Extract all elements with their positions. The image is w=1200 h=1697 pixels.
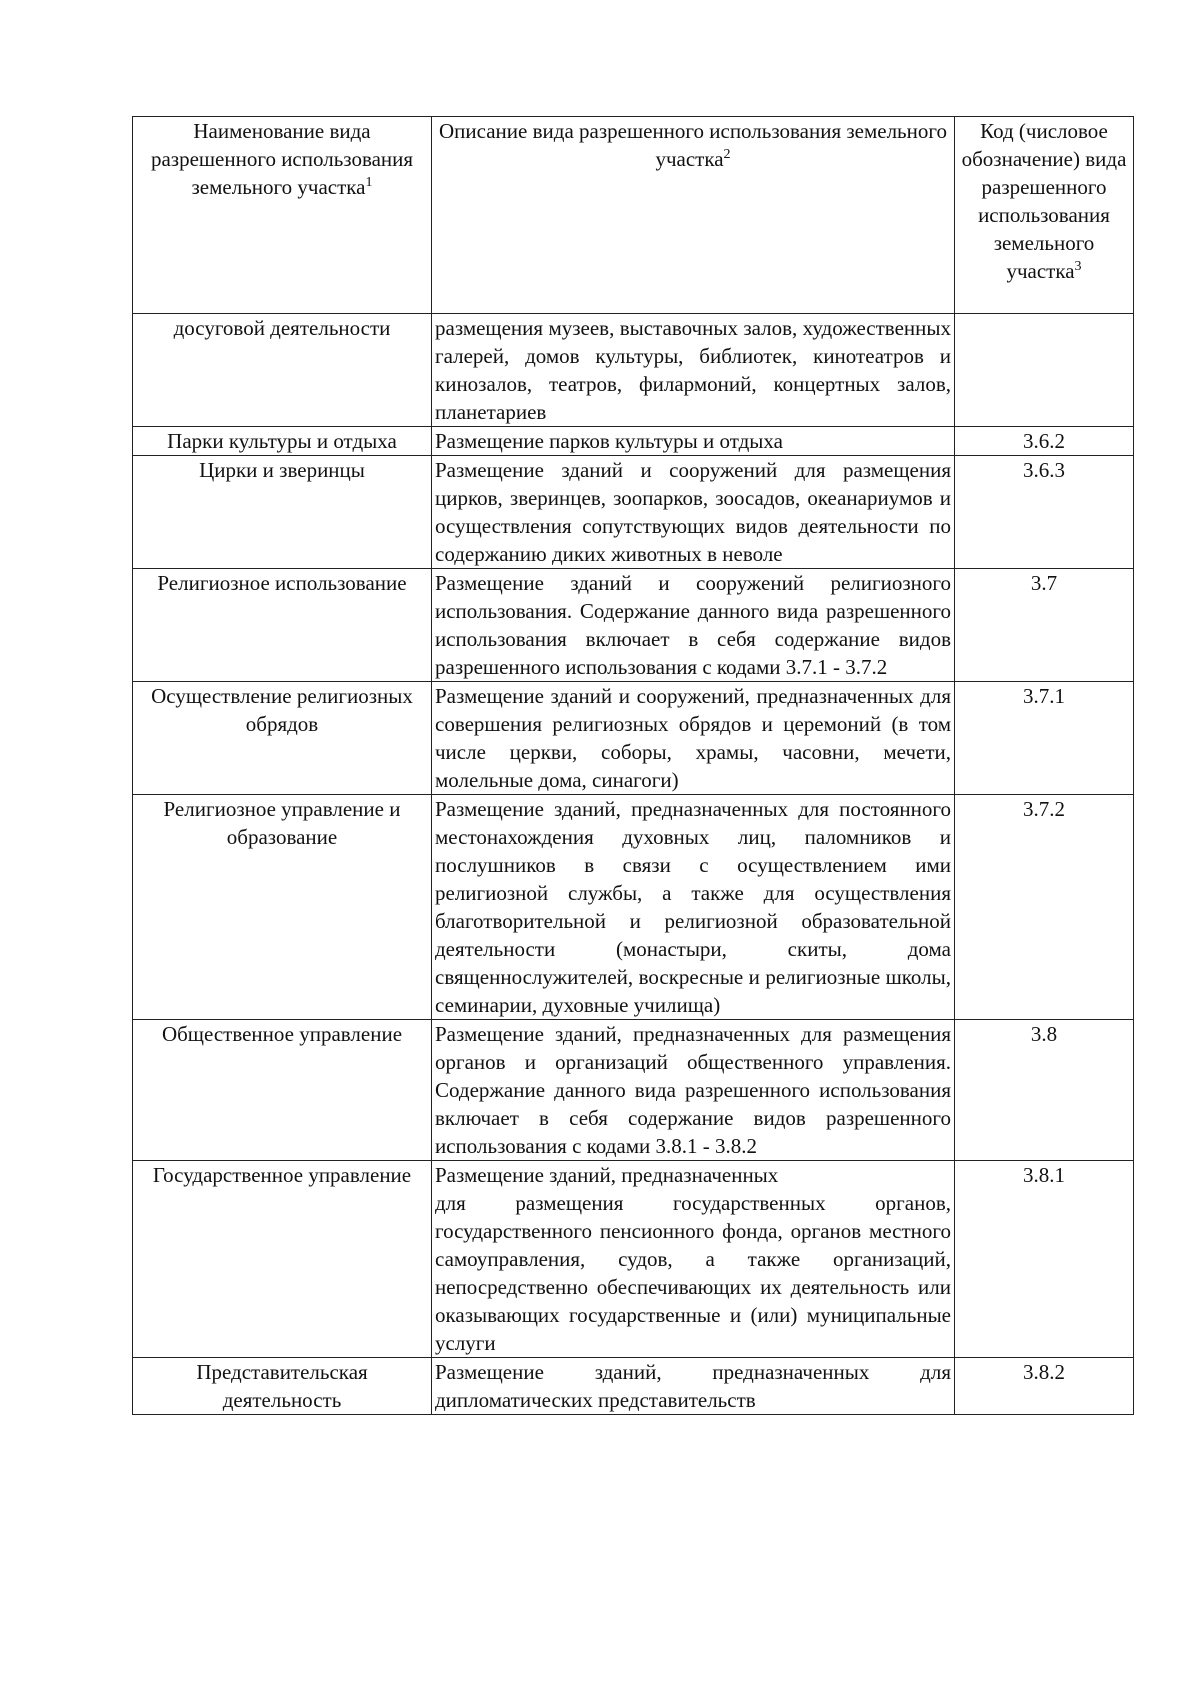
table-row <box>133 1161 1134 1358</box>
table-row <box>133 682 1134 795</box>
use-name: досуговой деятельности <box>133 314 432 427</box>
use-code: 3.7 <box>955 569 1134 682</box>
use-code: 3.6.2 <box>955 427 1134 456</box>
use-code: 3.7.1 <box>955 682 1134 795</box>
use-code: 3.7.2 <box>955 795 1134 1020</box>
use-description-first-line: Размещение зданий, предназначенных <box>435 1163 779 1187</box>
use-description: Размещение зданий, предназначенных для постоянного местонахождения духовных лиц, паломников и послушников в связи с осуществлением ими религиозной службы, а также для осуществления благотворительной и религиозной образовательной деятельности (монастыри, скиты, дома священнослужителей, воскресные и религиозные школы, семинарии, духовные училища) <box>432 795 955 1020</box>
footnote-marker: 1 <box>365 175 373 190</box>
header-desc-text: Описание вида разрешенного использования земельного участка <box>439 119 947 171</box>
use-description-cell <box>432 1161 955 1358</box>
use-code: 3.8 <box>955 1020 1134 1161</box>
use-name: Парки культуры и отдыха <box>133 427 432 456</box>
table-row <box>133 1358 1134 1415</box>
use-description: размещения музеев, выставочных залов, художественных галерей, домов культуры, библиотек, кинотеатров и кинозалов, театров, филармоний, концертных залов, планетариев <box>432 314 955 427</box>
use-description: Размещение зданий, предназначенных для размещения органов и организаций общественного управления. Содержание данного вида разрешенного использования включает в себя содержание видов разрешенного использования с кодами 3.8.1 - 3.8.2 <box>432 1020 955 1161</box>
table-row <box>133 314 1134 427</box>
use-name: Представительская деятельность <box>133 1358 432 1415</box>
use-code <box>955 314 1134 427</box>
header-desc-cell <box>432 117 955 314</box>
use-name: Осуществление религиозных обрядов <box>133 682 432 795</box>
table-row <box>133 795 1134 1020</box>
table-header-row <box>133 117 1134 314</box>
use-description: для размещения государственных органов, государственного пенсионного фонда, органов местного самоуправления, судов, а также организаций, непосредственно обеспечивающих их деятельность или оказывающих государственные и (или) муниципальные услуги <box>435 1191 951 1355</box>
use-code: 3.6.3 <box>955 456 1134 569</box>
header-code-cell <box>955 117 1134 314</box>
use-code: 3.8.1 <box>955 1161 1134 1358</box>
use-description: Размещение зданий, предназначенных для дипломатических представительств <box>432 1358 955 1415</box>
use-description: Размещение зданий и сооружений религиозного использования. Содержание данного вида разрешенного использования включает в себя содержание видов разрешенного использования с кодами 3.7.1 - 3.7.2 <box>432 569 955 682</box>
header-name-cell <box>133 117 432 314</box>
use-name: Государственное управление <box>133 1161 432 1358</box>
use-name: Религиозное управление и образование <box>133 795 432 1020</box>
use-code: 3.8.2 <box>955 1358 1134 1415</box>
use-description: Размещение зданий и сооружений, предназначенных для совершения религиозных обрядов и церемоний (в том числе церкви, соборы, храмы, часовни, мечети, молельные дома, синагоги) <box>432 682 955 795</box>
use-description: Размещение зданий и сооружений для размещения цирков, зверинцев, зоопарков, зоосадов, океанариумов и осуществления сопутствующих видов деятельности по содержанию диких животных в неволе <box>432 456 955 569</box>
table-row <box>133 569 1134 682</box>
use-description: Размещение парков культуры и отдыха <box>432 427 955 456</box>
use-name: Цирки и зверинцы <box>133 456 432 569</box>
table-row <box>133 1020 1134 1161</box>
header-name-text: Наименование вида разрешенного использования земельного участка <box>150 119 414 199</box>
table-row <box>133 427 1134 456</box>
header-code-text: Код (числовое обозначение) вида разрешенного использования земельного участка <box>961 119 1127 283</box>
use-name: Общественное управление <box>133 1020 432 1161</box>
use-name: Религиозное использование <box>133 569 432 682</box>
land-use-table <box>132 116 1134 1415</box>
table-row <box>133 456 1134 569</box>
footnote-marker: 2 <box>723 147 731 162</box>
footnote-marker: 3 <box>1074 259 1082 274</box>
